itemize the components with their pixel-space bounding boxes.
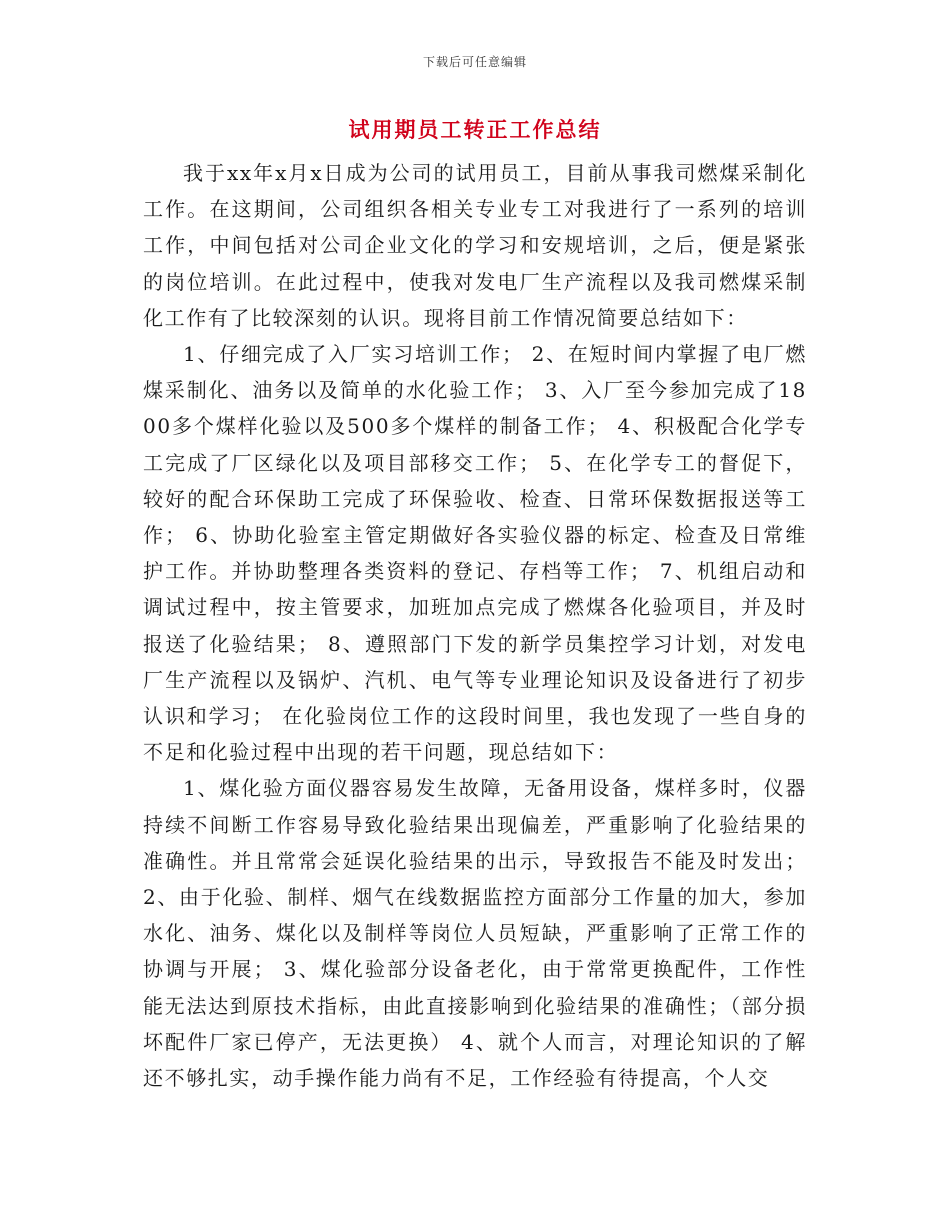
paragraph-intro: 我于xx年x月x日成为公司的试用员工，目前从事我司燃煤采制化工作。在这期间，公司组织各相关专业专工对我进行了一系列的培训工作，中间包括对公司企业文化的学习和安规培训，之后，便是紧张的岗位培训。在此过程中，使我对发电厂生产流程以及我司燃煤采制化工作有了比较深刻的认识。现将目前工作情况简要总结如下： [143,161,807,330]
paragraph-problems: 1、煤化验方面仪器容易发生故障，无备用设备，煤样多时，仪器持续不间断工作容易导致化验结果出现偏差，严重影响了化验结果的准确性。并且常常会延误化验结果的出示，导致报告不能及时发出； 2、由于化验、制样、烟气在线数据监控方面部分工作量的加大，参加水化、油务、煤化以及制样等岗位人员短缺，严重影响了正常工作的协调与开展； 3、煤化验部分设备老化，由于常常更换配件，工作性能无法达到原技术指标，由此直接影响到化验结果的准确性；（部分损坏配件厂家已停产，无法更换） 4、就个人而言，对理论知识的了解还不够扎实，动手操作能力尚有不足，工作经验有待提高，个人交 [143,776,807,1091]
document-title: 试用期员工转正工作总结 [348,117,602,142]
paragraph-achievements: 1、仔细完成了入厂实习培训工作； 2、在短时间内掌握了电厂燃煤采制化、油务以及简单的水化验工作； 3、入厂至今参加完成了1800多个煤样化验以及500多个煤样的制备工作； 4、积极配合化学专工完成了厂区绿化以及项目部移交工作； 5、在化学专工的督促下，较好的配合环保助工完成了环保验收、检查、日常环保数据报送等工作； 6、协助化验室主管定期做好各实验仪器的标定、检查及日常维护工作。并协助整理各类资料的登记、存档等工作； 7、机组启动和调试过程中，按主管要求，加班加点完成了燃煤各化验项目，并及时报送了化验结果； 8、遵照部门下发的新学员集控学习计划，对发电厂生产流程以及锅炉、汽机、电气等专业理论知识及设备进行了初步认识和学习； 在化验岗位工作的这段时间里，我也发现了一些自身的不足和化验过程中出现的若干问题，现总结如下： [143,342,807,765]
header-note: 下载后可任意编辑 [422,55,527,69]
document-body [143,155,807,1096]
